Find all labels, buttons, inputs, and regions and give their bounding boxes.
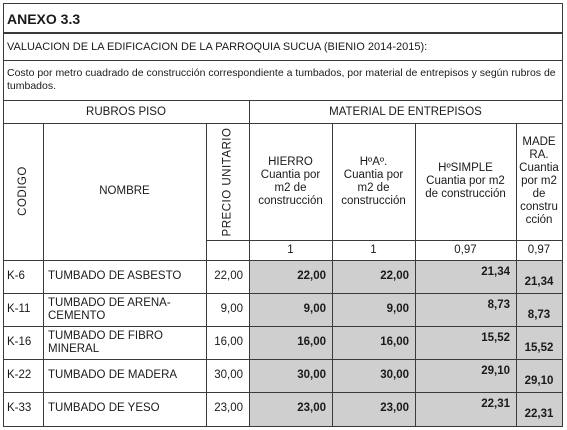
factor-hormigon-simple: 0,97 bbox=[454, 243, 477, 256]
header-simple-line: HºSIMPLE bbox=[438, 162, 493, 174]
row-precio: 9,00 bbox=[220, 303, 243, 315]
row-codigo: K-33 bbox=[7, 402, 32, 414]
row-nombre-text bbox=[48, 270, 181, 283]
header-hierro-line: HIERRO bbox=[268, 155, 313, 168]
row-nombre bbox=[43, 293, 206, 326]
header-madera-line: cción bbox=[525, 214, 553, 226]
header-madera-line: por m2 bbox=[521, 175, 557, 187]
row-hormigon-simple: 21,34 bbox=[481, 266, 510, 278]
header-hormigon-line: HºAº. bbox=[359, 155, 388, 168]
row-hormigon-simple: 15,52 bbox=[481, 332, 510, 344]
header-madera-line: RA. bbox=[529, 149, 549, 161]
row-nombre-line: MINERAL bbox=[48, 342, 100, 355]
row-hierro: 30,00 bbox=[297, 369, 326, 381]
factor-hierro: 1 bbox=[287, 243, 294, 256]
row-nombre-line: TUMBADO DE YESO bbox=[48, 402, 160, 414]
row-precio: 23,00 bbox=[214, 402, 243, 414]
row-nombre-text bbox=[48, 297, 171, 323]
row-nombre-line: TUMBADO DE FIBRO bbox=[48, 329, 164, 342]
header-nombre: NOMBRE bbox=[99, 184, 150, 197]
row-nombre-text bbox=[48, 330, 163, 356]
header-madera-line: constru bbox=[520, 201, 558, 213]
row-precio: 22,00 bbox=[214, 270, 243, 282]
header-hormigon-armado bbox=[332, 123, 415, 240]
header-madera-line: de bbox=[532, 188, 546, 200]
header-codigo: CODIGO bbox=[17, 166, 30, 216]
header-rubros-piso: RUBROS PISO bbox=[86, 105, 166, 118]
table-subtitle: VALUACION DE LA EDIFICACION DE LA PARROQUIA SUCUA (BIENIO 2014-2015): bbox=[7, 40, 428, 53]
row-hormigon-simple: 29,10 bbox=[481, 365, 510, 377]
row-hierro: 9,00 bbox=[303, 303, 326, 315]
row-nombre-line: TUMBADO DE ARENA- bbox=[48, 296, 171, 309]
header-precio-unitario: PRECIO UNITARIO bbox=[221, 127, 234, 236]
description-line-1: Costo por metro cuadrado de construcción correspondiente a tumbados, por material de entrepisos y según rubros de bbox=[7, 67, 556, 79]
annex-title: ANEXO 3.3 bbox=[7, 10, 81, 27]
row-hierro: 22,00 bbox=[297, 270, 326, 282]
row-madera: 22,31 bbox=[524, 408, 554, 420]
header-hierro-line: construcción bbox=[258, 194, 323, 207]
row-hormigon-simple: 22,31 bbox=[481, 398, 510, 410]
header-simple-line: Cuantia por m2 bbox=[426, 175, 505, 187]
row-hormigon-armado: 9,00 bbox=[386, 303, 409, 315]
row-codigo: K-22 bbox=[7, 369, 32, 381]
row-madera: 15,52 bbox=[524, 342, 554, 354]
row-codigo: K-6 bbox=[7, 270, 25, 282]
header-hierro bbox=[249, 123, 332, 240]
factor-hormigon-armado: 1 bbox=[370, 243, 377, 256]
row-nombre bbox=[43, 392, 206, 425]
row-precio: 30,00 bbox=[214, 369, 243, 381]
row-hormigon-armado: 23,00 bbox=[380, 402, 409, 414]
row-nombre-line: TUMBADO DE ASBESTO bbox=[48, 270, 182, 282]
header-simple-line: de construcción bbox=[425, 188, 506, 200]
row-codigo: K-11 bbox=[7, 303, 31, 315]
factor-madera: 0,97 bbox=[527, 243, 551, 256]
row-nombre-line: TUMBADO DE MADERA bbox=[48, 369, 178, 381]
row-hormigon-armado: 30,00 bbox=[380, 369, 409, 381]
row-nombre-text bbox=[48, 369, 177, 382]
header-material-entrepisos: MATERIAL DE ENTREPISOS bbox=[329, 105, 482, 118]
description-line-2: tumbados. bbox=[7, 80, 57, 92]
row-hormigon-armado: 16,00 bbox=[380, 336, 409, 348]
row-nombre bbox=[43, 326, 206, 359]
row-hormigon-armado: 22,00 bbox=[380, 270, 409, 282]
row-codigo: K-16 bbox=[7, 336, 32, 348]
row-precio: 16,00 bbox=[214, 336, 243, 348]
header-hormigon-line: Cuantia por bbox=[343, 168, 404, 181]
table-description bbox=[7, 67, 561, 93]
row-hierro: 16,00 bbox=[297, 336, 326, 348]
row-nombre bbox=[43, 359, 206, 392]
row-madera: 29,10 bbox=[524, 375, 554, 387]
row-madera: 21,34 bbox=[524, 276, 554, 288]
header-madera-line: MADE bbox=[522, 136, 556, 148]
header-madera-line: Cuantia bbox=[519, 162, 559, 174]
header-hierro-line: Cuantia por bbox=[260, 168, 321, 181]
header-hormigon-line: construcción bbox=[341, 194, 406, 207]
header-hormigon-line: m2 de bbox=[357, 181, 390, 194]
row-hormigon-simple: 8,73 bbox=[487, 299, 510, 311]
row-nombre bbox=[43, 260, 206, 293]
row-nombre-text bbox=[48, 402, 160, 415]
row-madera: 8,73 bbox=[527, 309, 551, 321]
header-hormigon-simple bbox=[415, 123, 516, 240]
header-hierro-line: m2 de bbox=[274, 181, 307, 194]
row-hierro: 23,00 bbox=[297, 402, 326, 414]
header-madera bbox=[516, 123, 562, 240]
row-nombre-line: CEMENTO bbox=[48, 309, 106, 322]
